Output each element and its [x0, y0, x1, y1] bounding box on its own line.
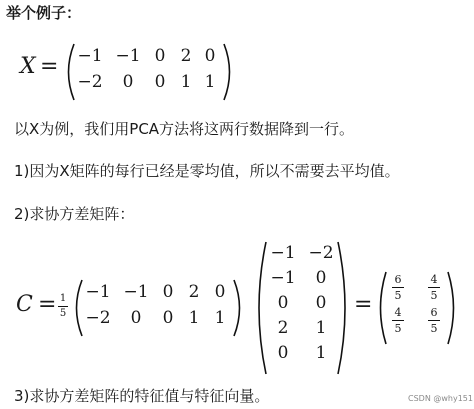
matrix-cell: 1	[214, 308, 226, 328]
fraction-denominator: 5	[394, 322, 402, 335]
matrix-cell: −1	[270, 243, 296, 263]
fraction-denominator: 5	[394, 289, 402, 302]
matrix-cell: 0	[315, 268, 327, 288]
eq2-lhs: C	[16, 292, 33, 317]
eq1-lhs: X	[20, 54, 36, 79]
paragraph-step-3: 3)求协方差矩阵的特征值与特征向量。	[14, 387, 270, 405]
fraction-numerator: 6	[394, 273, 402, 286]
eq2-matrix-a-right-paren	[232, 278, 246, 338]
matrix-cell: 2	[277, 318, 289, 338]
scalar-numerator: 1	[59, 293, 67, 304]
paragraph-step-2: 2)求协方差矩阵：	[14, 205, 135, 223]
eq2-equals-result: =	[354, 292, 373, 317]
matrix-cell: 0	[277, 343, 289, 363]
eq2-equals: =	[38, 292, 57, 317]
matrix-cell: 1	[204, 72, 216, 92]
matrix-cell: 1	[180, 72, 192, 92]
result-fraction	[428, 307, 440, 334]
eq1-equals: =	[40, 54, 59, 79]
paragraph-step-1: 1)因为X矩阵的每行已经是零均值，所以不需要去平均值。	[14, 162, 400, 180]
result-fraction	[392, 307, 404, 334]
result-fraction	[428, 274, 440, 301]
matrix-cell: −1	[77, 46, 103, 66]
matrix-cell: 0	[154, 46, 166, 66]
matrix-cell: 0	[204, 46, 216, 66]
matrix-cell: 2	[188, 282, 200, 302]
matrix-cell: −1	[115, 46, 141, 66]
watermark: CSDN @why151	[408, 394, 473, 403]
section-heading: 举个例子：	[6, 4, 82, 22]
result-right-paren	[446, 270, 460, 346]
matrix-cell: 0	[130, 308, 142, 328]
result-fraction	[392, 274, 404, 301]
matrix-cell: 0	[122, 72, 134, 92]
matrix-cell: −2	[308, 243, 334, 263]
matrix-cell: 2	[180, 46, 192, 66]
matrix-cell: 1	[315, 318, 327, 338]
matrix-cell: 0	[277, 293, 289, 313]
eq2-matrix-b-right-paren	[336, 240, 352, 376]
eq1-right-paren	[222, 42, 236, 102]
scalar-denominator: 5	[59, 308, 67, 319]
fraction-numerator: 6	[430, 306, 438, 319]
matrix-cell: 1	[315, 343, 327, 363]
fraction-numerator: 4	[430, 273, 438, 286]
matrix-cell: 1	[188, 308, 200, 328]
matrix-cell: −2	[77, 72, 103, 92]
fraction-numerator: 4	[394, 306, 402, 319]
scalar-fraction	[58, 294, 68, 319]
result-left-paren	[374, 270, 388, 346]
matrix-cell: 0	[162, 308, 174, 328]
matrix-cell: −1	[85, 282, 111, 302]
matrix-cell: −1	[123, 282, 149, 302]
matrix-cell: −2	[85, 308, 111, 328]
matrix-cell: −1	[270, 268, 296, 288]
matrix-cell: 0	[315, 293, 327, 313]
matrix-cell: 0	[214, 282, 226, 302]
fraction-denominator: 5	[430, 322, 438, 335]
paragraph-example: 以X为例，我们用PCA方法将这两行数据降到一行。	[14, 120, 355, 138]
matrix-cell: 0	[154, 72, 166, 92]
fraction-denominator: 5	[430, 289, 438, 302]
matrix-cell: 0	[162, 282, 174, 302]
